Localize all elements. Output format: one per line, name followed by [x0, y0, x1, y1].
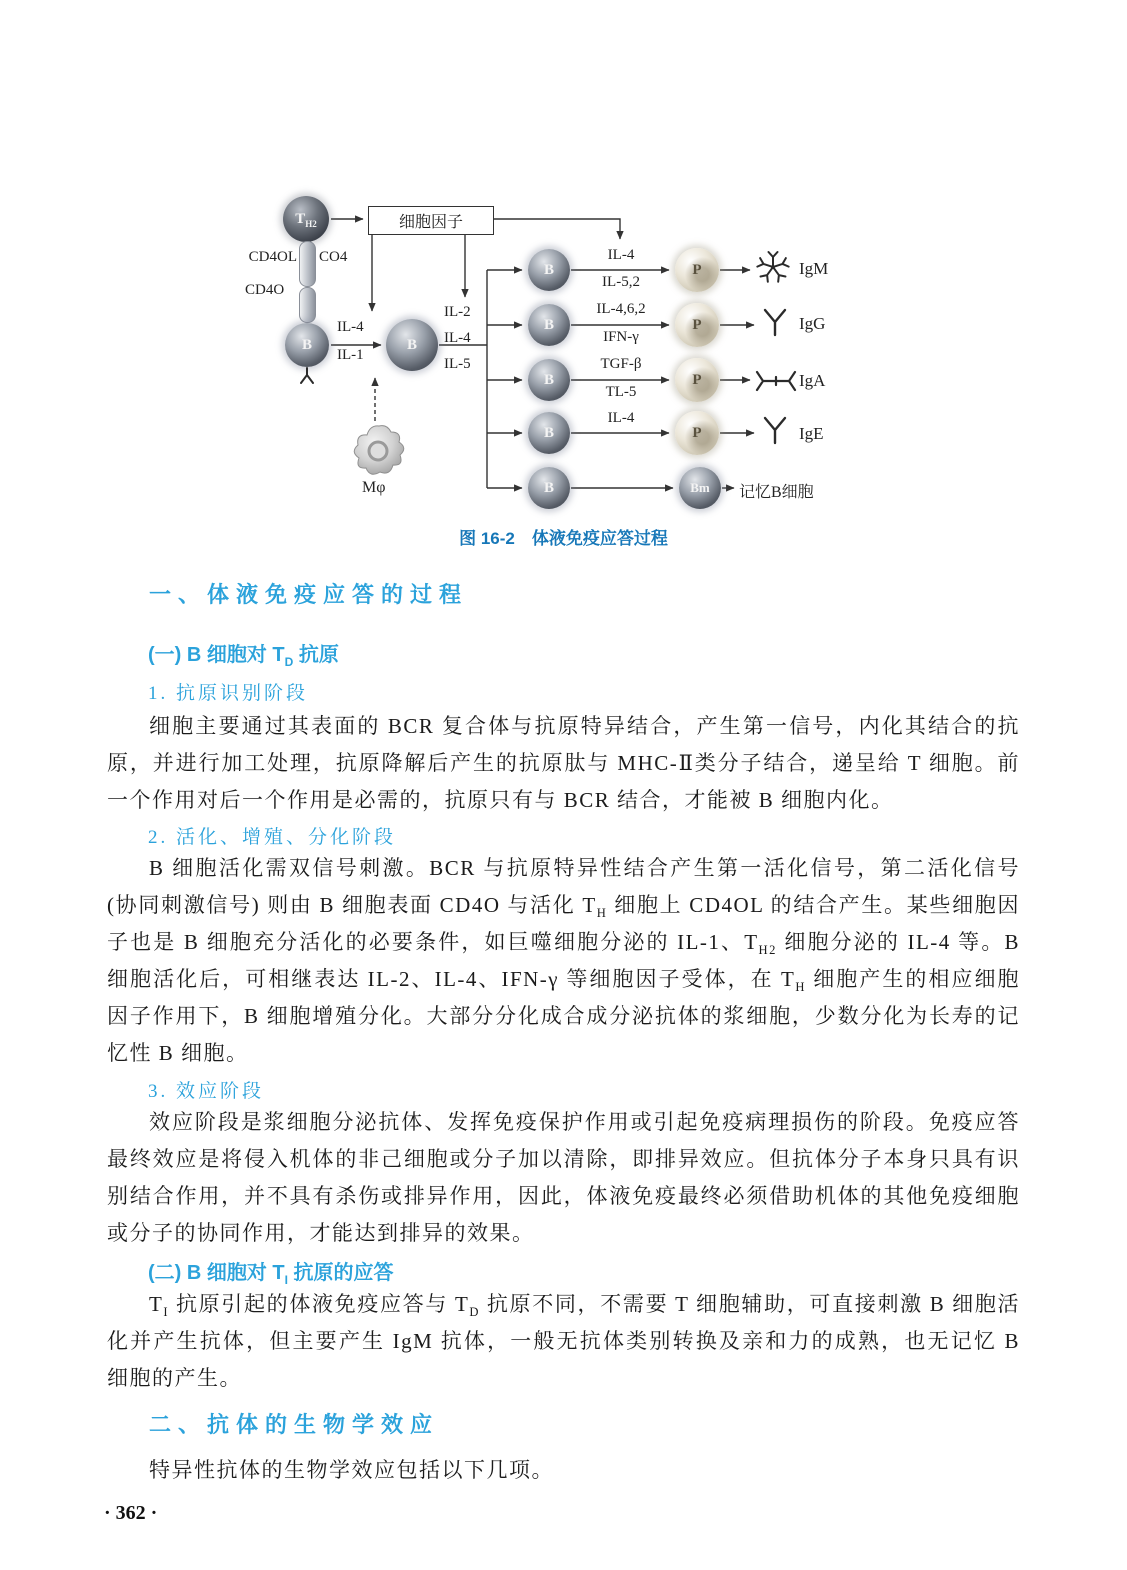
- plasma-cell-label: P: [692, 371, 702, 388]
- memory-b-cell-text-label: 记忆B细胞: [739, 484, 814, 501]
- b-cell-label: B: [543, 424, 554, 441]
- co4-label: CO4: [319, 249, 348, 265]
- numbered-heading-1: 1. 抗原识别阶段: [148, 683, 309, 704]
- row3-cytokine-top: TGF-β: [600, 356, 642, 372]
- macrophage-cell: [350, 424, 408, 478]
- plasma-cell-row-2: [675, 303, 719, 347]
- cd40-receptor-bar: [299, 287, 316, 323]
- igg-antibody-icon: [760, 307, 790, 337]
- ige-antibody-icon: [760, 415, 790, 445]
- naive-b-cell-label: B: [301, 336, 312, 353]
- paragraph-effector-phase: 效应阶段是浆细胞分泌抗体、发挥免疫保护作用或引起免疫病理损伤的阶段。免疫应答最终效应是将侵入机体的非己细胞或分子加以清除，即排异效应。但抗体分子本身只具有识别结合作用，并不具有杀伤或排异作用，因此，体液免疫最终必须借助机体的其他免疫细胞或分子的协同作用，才能达到排异的效果。: [107, 1110, 1020, 1245]
- b-cell-row-4: [528, 412, 570, 454]
- b-cell-row-3: [528, 359, 570, 401]
- subsection-heading-2: (二) B 细胞对 $T_I$ 抗原的应答: [148, 1262, 394, 1287]
- cytokine-box: 细胞因子: [368, 206, 494, 235]
- paragraph-antibody-effects-intro: 特异性抗体的生物学效应包括以下几项。: [149, 1458, 554, 1482]
- plasma-cell-row-3: [675, 358, 719, 402]
- naive-b-cell: [285, 323, 329, 367]
- b-cell-row-2: [528, 304, 570, 346]
- il1-label: IL-1: [337, 347, 364, 363]
- th2-cell: [283, 196, 329, 242]
- th2-cell-label: $T_{H2}$: [295, 210, 317, 229]
- figure-caption: 图 16-2 体液免疫应答过程: [459, 529, 668, 548]
- il2-label: IL-2: [444, 304, 471, 320]
- il5-label: IL-5: [444, 356, 471, 372]
- igm-label: IgM: [799, 259, 829, 278]
- memory-b-cell: [679, 467, 721, 509]
- iga-dimer-icon: [755, 368, 797, 394]
- row1-cytokine-top: IL-4: [607, 247, 635, 263]
- numbered-heading-3: 3. 效应阶段: [148, 1081, 265, 1102]
- memory-b-cell-label: Bm: [690, 480, 710, 495]
- plasma-cell-label: P: [692, 424, 702, 441]
- b-cell-label: B: [543, 371, 554, 388]
- humoral-immune-response-diagram: [215, 185, 895, 525]
- cd40l-label: CD4OL: [248, 249, 297, 265]
- plasma-cell-row-4: [675, 411, 719, 455]
- il4-label-2: IL-4: [444, 330, 471, 346]
- igm-pentamer-icon: [756, 250, 790, 284]
- iga-label: IgA: [799, 371, 826, 390]
- subsection-heading-1: (一) B 细胞对 $T_D$ 抗原: [148, 644, 339, 669]
- cd40l-receptor-bar: [299, 241, 316, 287]
- section-heading-1: 一、体液免疫应答的过程: [149, 582, 469, 607]
- igg-label: IgG: [799, 314, 826, 333]
- paragraph-ti-antigen: $T_I$ 抗原引起的体液免疫应答与 $T_D$ 抗原不同，不需要 T 细胞辅助，可直接刺激 B 细胞活化并产生抗体，但主要产生 IgM 抗体，一般无抗体类别转换及亲和力的成熟，也无记忆 B 细胞的产生。: [107, 1292, 1021, 1390]
- section-heading-2: 二、抗体的生物学效应: [149, 1412, 440, 1437]
- ige-label: IgE: [799, 424, 824, 443]
- il4-label: IL-4: [337, 319, 364, 335]
- row2-cytokine-bottom: IFN-γ: [603, 329, 639, 345]
- plasma-cell-label: P: [692, 261, 702, 278]
- cd40-label: CD4O: [245, 282, 285, 298]
- plasma-cell-row-1: [675, 248, 719, 292]
- page-number: · 362 ·: [104, 1502, 158, 1524]
- b-cell-label: B: [543, 261, 554, 278]
- b-cell-label: B: [543, 479, 554, 496]
- b-cell-row-5: [528, 467, 570, 509]
- paragraph-antigen-recognition: 细胞主要通过其表面的 BCR 复合体与抗原特异结合，产生第一信号，内化其结合的抗原，并进行加工处理，抗原降解后产生的抗原肽与 MHC-Ⅱ类分子结合，递呈给 T 细胞。前一个作用对后一个作用是必需的，抗原只有与 BCR 结合，才能被 B 细胞内化。: [107, 714, 1020, 812]
- b-cell-row-1: [528, 249, 570, 291]
- macrophage-label: Mφ: [362, 479, 386, 496]
- plasma-cell-label: P: [692, 316, 702, 333]
- activated-b-cell-label: B: [406, 336, 417, 353]
- numbered-heading-2: 2. 活化、增殖、分化阶段: [148, 827, 397, 848]
- row2-cytokine-top: IL-4,6,2: [596, 301, 646, 317]
- bcr-receptor-icon: [299, 367, 315, 385]
- row4-cytokine-top: IL-4: [607, 410, 635, 426]
- activated-b-cell: [386, 319, 438, 371]
- row3-cytokine-bottom: TL-5: [605, 384, 637, 400]
- paragraph-activation-proliferation: B 细胞活化需双信号刺激。BCR 与抗原特异性结合产生第一活化信号，第二活化信号 (协同刺激信号) 则由 B 细胞表面 CD4O 与活化 $T_H$ 细胞上 CD4OL 的结合产生。某些细胞因子也是 B 细胞充分活化的必要条件，如巨噬细胞分泌的 IL-1、$T_{H2}$ 细胞分泌的 IL-4 等。B 细胞活化后，可相继表达 IL-2、IL-4、IFN-γ 等细胞因子受体，在 $T_H$ 细胞产生的相应细胞因子作用下，B 细胞增殖分化。大部分分化成合成分泌抗体的浆细胞，少数分化为长寿的记忆性 B 细胞。: [107, 856, 1020, 1065]
- macrophage-nucleus: [369, 442, 387, 460]
- b-cell-label: B: [543, 316, 554, 333]
- row1-cytokine-bottom: IL-5,2: [602, 274, 640, 290]
